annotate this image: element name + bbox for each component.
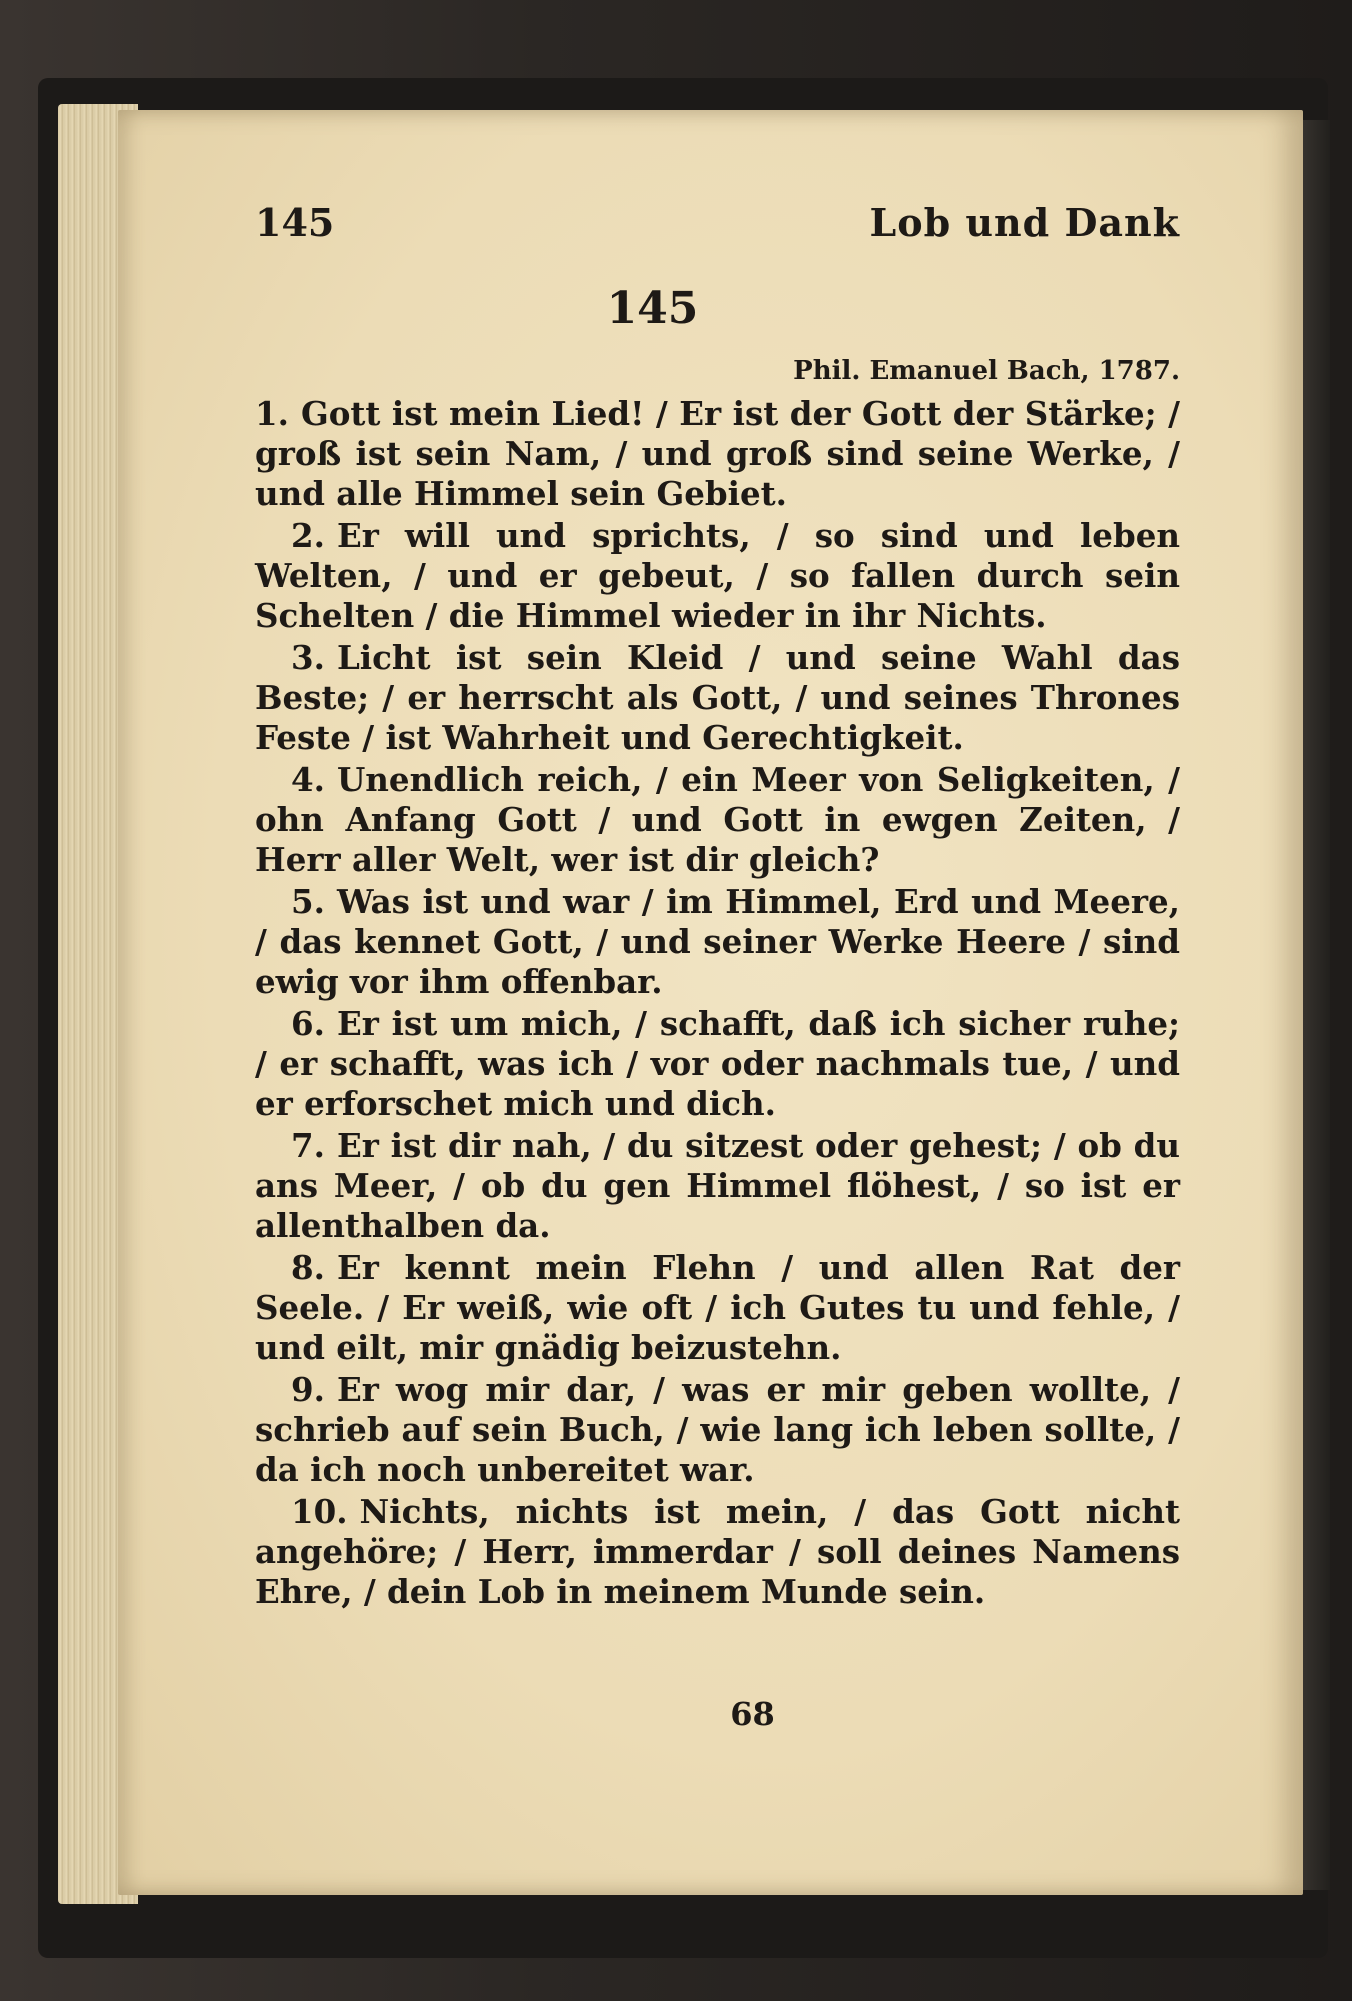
stanza-text: Licht ist sein Kleid / und seine Wahl das Beste; / er herrscht als Gott, / und seines Thrones Feste / ist Wahrheit und Gerechtigkeit. xyxy=(255,638,1180,757)
stanza-text: Er wog mir dar, / was er mir geben wollte, / schrieb auf sein Buch, / wie lang ich leben sollte, / da ich noch unbereitet war. xyxy=(255,1370,1180,1489)
stanza-text: Nichts, nichts ist mein, / das Gott nicht angehöre; / Herr, immerdar / soll deines Namens Ehre, / dein Lob in meinem Munde sein. xyxy=(255,1492,1180,1611)
running-head-page-number: 145 xyxy=(255,200,335,245)
page-text xyxy=(255,200,1180,1733)
hymn-number: 145 xyxy=(606,283,699,334)
hymn-author: Phil. Emanuel Bach, 1787. xyxy=(793,356,1180,386)
stanza-1 xyxy=(255,394,1180,514)
folio-page-number: 68 xyxy=(730,1695,775,1733)
stanza-text: Er will und sprichts, / so sind und leben Welten, / und er gebeut, / so fallen durch sein Schelten / die Himmel wieder in ihr Nichts. xyxy=(255,516,1180,635)
stanza-7 xyxy=(255,1126,1180,1246)
stanza-10 xyxy=(255,1492,1180,1612)
stanza-3 xyxy=(255,638,1180,758)
stanza-text: Gott ist mein Lied! / Er ist der Gott der Stärke; / groß ist sein Nam, / und groß sind seine Werke, / und alle Himmel sein Gebiet. xyxy=(255,394,1180,513)
stanza-text: Er ist um mich, / schafft, daß ich sicher ruhe; / er schafft, was ich / vor oder nachmals tue, / und er erforschet mich und dich. xyxy=(255,1004,1180,1123)
stanza-number: 6. xyxy=(291,1004,325,1043)
stanza-number: 9. xyxy=(291,1370,325,1409)
stanza-5 xyxy=(255,882,1180,1002)
stanza-4 xyxy=(255,760,1180,880)
stanza-9 xyxy=(255,1370,1180,1490)
stanza-number: 10. xyxy=(291,1492,348,1531)
stanza-8 xyxy=(255,1248,1180,1368)
stanza-number: 2. xyxy=(291,516,325,555)
stanza-number: 7. xyxy=(291,1126,325,1165)
stanza-number: 5. xyxy=(291,882,325,921)
stanza-text: Unendlich reich, / ein Meer von Seligkeiten, / ohn Anfang Gott / und Gott in ewgen Zeiten, / Herr aller Welt, wer ist dir gleich? xyxy=(255,760,1180,879)
stanza-text: Er kennt mein Flehn / und allen Rat der Seele. / Er weiß, wie oft / ich Gutes tu und fehle, / und eilt, mir gnädig beizustehn. xyxy=(255,1248,1180,1367)
stanza-number: 1. xyxy=(255,394,289,433)
stanza-number: 3. xyxy=(291,638,325,677)
running-head xyxy=(255,200,1180,270)
stanza-6 xyxy=(255,1004,1180,1124)
stanza-2 xyxy=(255,516,1180,636)
stanza-text: Er ist dir nah, / du sitzest oder gehest; / ob du ans Meer, / ob du gen Himmel flöhest, / so ist er allenthalben da. xyxy=(255,1126,1180,1245)
stanza-number: 8. xyxy=(291,1248,325,1287)
stanza-text: Was ist und war / im Himmel, Erd und Meere, / das kennet Gott, / und seiner Werke Heere / sind ewig vor ihm offenbar. xyxy=(255,882,1180,1001)
running-head-title: Lob und Dank xyxy=(869,200,1180,245)
stanza-number: 4. xyxy=(291,760,325,799)
